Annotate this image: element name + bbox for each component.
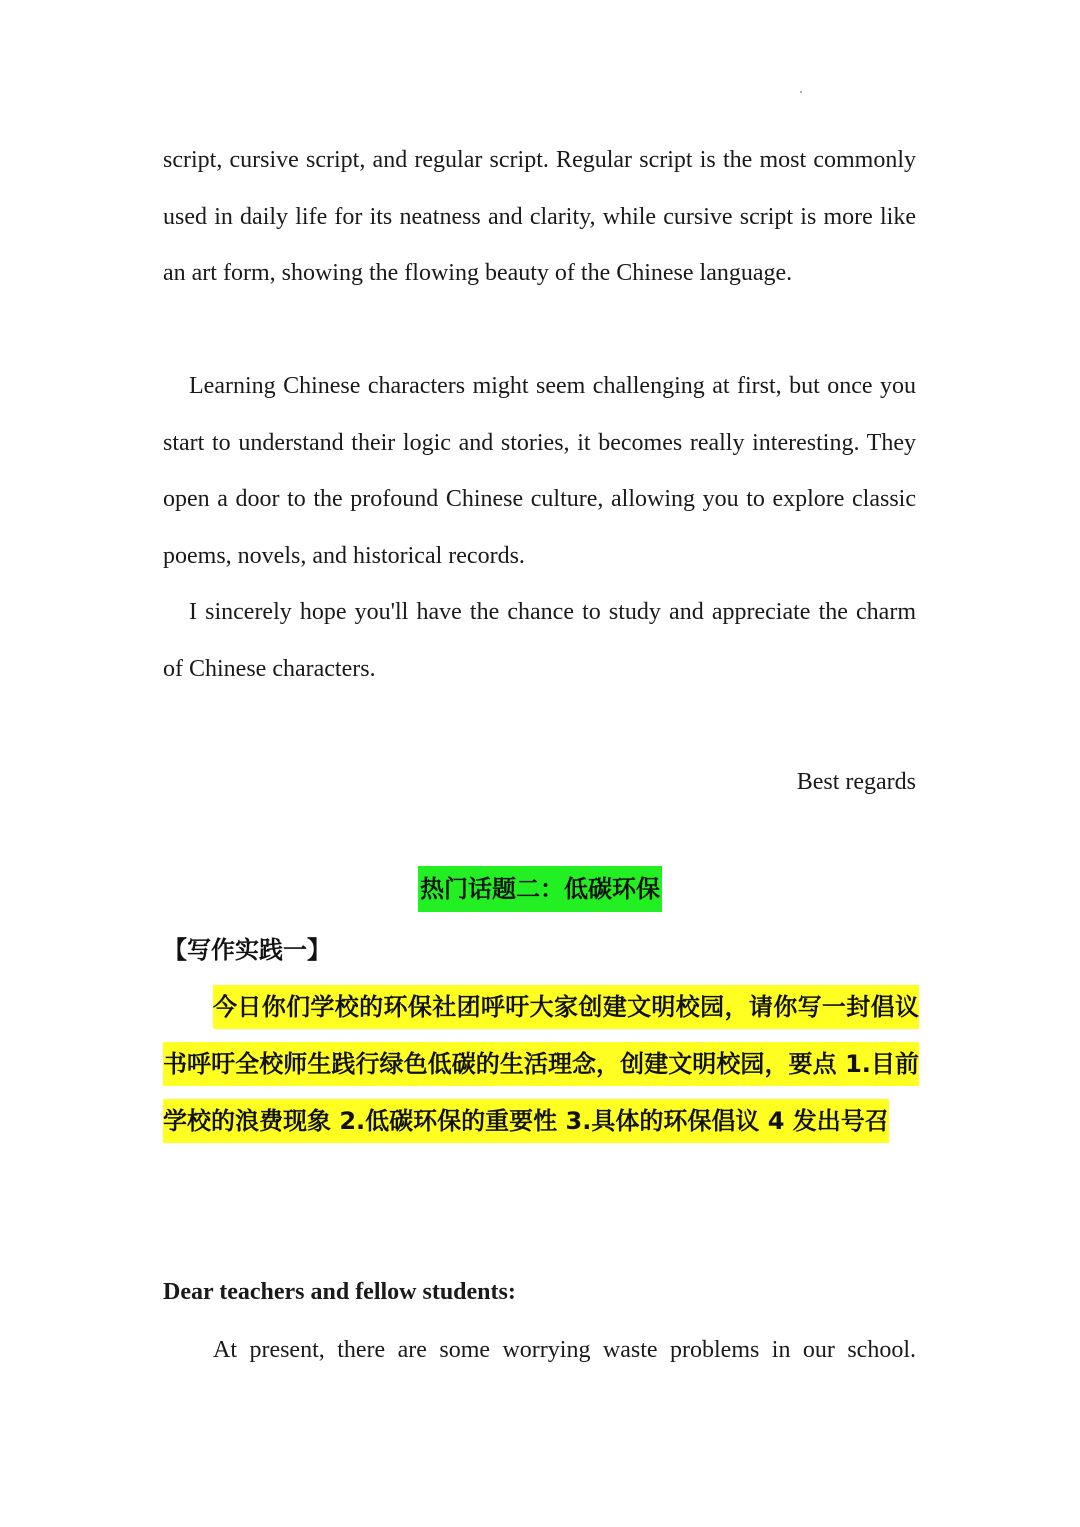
letter-paragraph-hope: I sincerely hope you'll have the chance to study and appreciate the charm of Chinese characters. xyxy=(163,599,916,682)
practice-prompt xyxy=(163,979,919,1150)
letter-paragraph-learning: Learning Chinese characters might seem challenging at first, but once you start to understand their logic and stories, it becomes really interesting. They open a door to the profound Chinese culture, allowing you to explore classic poems, novels, and historical records. xyxy=(163,373,916,569)
practice-prompt-text: 今日你们学校的环保社团呼吁大家创建文明校园，请你写一封倡议书呼吁全校师生践行绿色低碳的生活理念，创建文明校园，要点 1.目前学校的浪费现象 2.低碳环保的重要性 3.具体的环保倡议 4 发出号召 xyxy=(163,985,919,1143)
page-speck xyxy=(800,91,802,93)
topic-heading-row xyxy=(0,866,1080,912)
topic-heading: 热门话题二：低碳环保 xyxy=(418,866,662,912)
letter-paragraph-scripts: script, cursive script, and regular script. Regular script is the most commonly used in daily life for its neatness and clarity, while cursive script is more like an art form, showing the flowing beauty of the Chinese language. xyxy=(163,147,916,287)
letter-closing: Best regards xyxy=(796,769,916,795)
letter-opening-line: At present, there are some worrying waste problems in our school. xyxy=(213,1337,916,1363)
letter-salutation: Dear teachers and fellow students: xyxy=(163,1279,516,1305)
practice-section-label: 【写作实践一】 xyxy=(163,936,331,964)
